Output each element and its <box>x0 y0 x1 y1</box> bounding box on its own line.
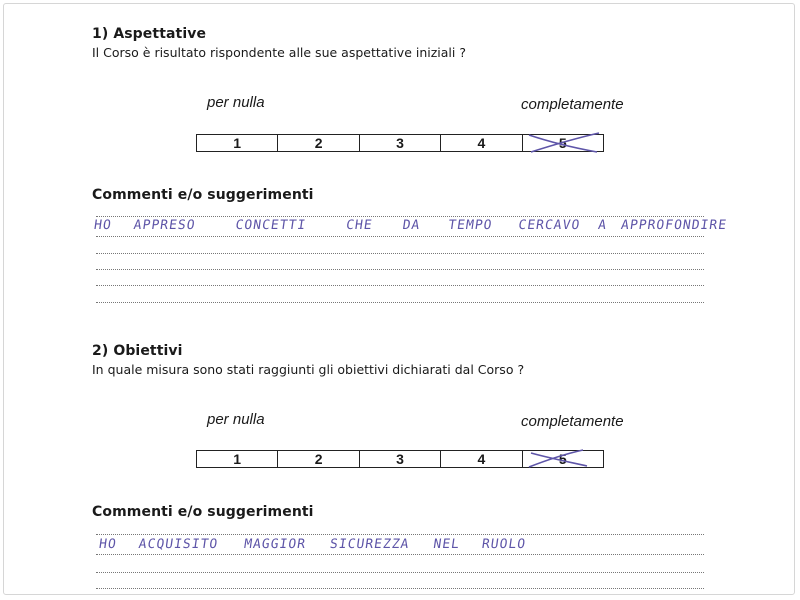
rating-option-1[interactable] <box>197 135 278 151</box>
handwritten-word: A <box>597 218 609 233</box>
section-2-scale-low-label: per nulla <box>207 411 265 428</box>
section-1-heading: 1) Aspettative <box>92 26 207 42</box>
rating-option-2[interactable] <box>278 451 359 467</box>
handwritten-word: DA <box>401 218 422 233</box>
comment-line <box>96 572 704 573</box>
comment-line <box>96 216 704 217</box>
rating-option-3[interactable] <box>360 451 441 467</box>
rating-value: 3 <box>396 135 404 151</box>
comment-line <box>96 302 704 303</box>
section-1-scale-high-label: completamente <box>521 96 624 113</box>
comment-line <box>96 236 704 237</box>
handwritten-word: TEMPO <box>447 218 494 233</box>
section-2-heading: 2) Obiettivi <box>92 343 183 359</box>
handwritten-word: MAGGIOR <box>243 537 307 552</box>
rating-value: 4 <box>477 451 486 467</box>
handwritten-word: SICUREZZA <box>328 537 411 552</box>
section-1-question: Il Corso è risultato rispondente alle sue aspettative iniziali ? <box>92 45 466 60</box>
rating-value: 5 <box>558 135 567 151</box>
comment-line <box>96 588 704 589</box>
rating-option-4[interactable] <box>441 135 522 151</box>
rating-option-2[interactable] <box>278 135 359 151</box>
handwritten-word: CERCAVO <box>517 218 582 233</box>
handwritten-word: ACQUISITO <box>137 537 220 552</box>
comment-line <box>96 534 704 535</box>
rating-value: 3 <box>396 451 404 467</box>
cross-mark-icon <box>525 448 601 470</box>
section-1-scale-low-label: per nulla <box>207 94 265 111</box>
section-1-handwritten-comment <box>93 218 728 233</box>
handwritten-word: APPROFONDIRE <box>619 218 728 233</box>
section-2-question: In quale misura sono stati raggiunti gli obiettivi dichiarati dal Corso ? <box>92 362 525 377</box>
comment-line <box>96 269 704 270</box>
rating-option-3[interactable] <box>360 135 441 151</box>
section-2-handwritten-comment <box>98 537 527 552</box>
form-page <box>3 3 795 595</box>
handwritten-word: APPRESO <box>132 218 197 233</box>
cross-mark-icon <box>525 132 601 154</box>
handwritten-word: CONCETTI <box>234 218 308 233</box>
rating-option-5[interactable] <box>523 451 603 467</box>
rating-value: 5 <box>558 451 567 467</box>
rating-value: 1 <box>233 451 242 467</box>
section-2-comments-heading: Commenti e/o suggerimenti <box>92 504 314 520</box>
rating-option-4[interactable] <box>441 451 522 467</box>
comment-line <box>96 554 704 555</box>
section-1-rating-scale <box>196 134 604 152</box>
rating-value: 2 <box>314 135 323 151</box>
comment-line <box>96 285 704 286</box>
rating-option-5[interactable] <box>523 135 603 151</box>
handwritten-word: RUOLO <box>480 537 528 552</box>
rating-value: 1 <box>233 135 242 151</box>
rating-value: 4 <box>477 135 486 151</box>
handwritten-word: HO <box>97 537 118 552</box>
section-2-rating-scale <box>196 450 604 468</box>
section-2-scale-high-label: completamente <box>521 413 624 430</box>
handwritten-word: NEL <box>432 537 461 552</box>
handwritten-word: CHE <box>345 218 374 233</box>
handwritten-word: HO <box>92 218 113 233</box>
comment-line <box>96 253 704 254</box>
rating-value: 2 <box>314 451 323 467</box>
section-1-comments-heading: Commenti e/o suggerimenti <box>92 187 314 203</box>
rating-option-1[interactable] <box>197 451 278 467</box>
